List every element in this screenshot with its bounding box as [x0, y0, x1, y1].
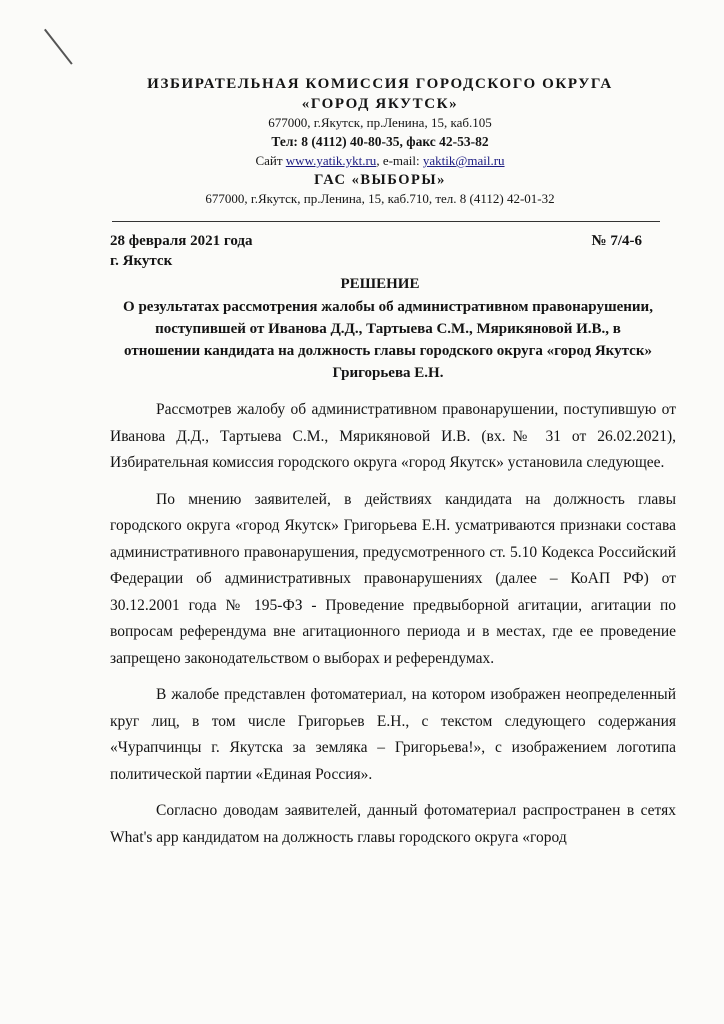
organization-contacts	[100, 152, 660, 169]
email-label: , e-mail:	[376, 153, 420, 168]
header-divider	[112, 221, 660, 222]
organization-name	[100, 74, 660, 114]
body-paragraph-3: В жалобе представлен фотоматериал, на котором изображен неопределенный круг лиц, в том числе Григорьев Е.Н., с текстом следующего содержания «Чурапчинцы г. Якутска за земляка – Григорьева!», с изображением логотипа политической партии «Единая Россия».	[110, 686, 676, 783]
decision-date: 28 февраля 2021 года	[110, 233, 253, 249]
pen-mark	[44, 29, 73, 65]
decision-subject: О результатах рассмотрения жалобы об административном правонарушении, поступившей от Иванова Д.Д., Тартыева С.М., Мярикяновой И.В., в отношении кандидата на должность главы городского округа «город Якутск» Григорьева Е.Н.	[123, 299, 653, 381]
organization-phone: Тел: 8 (4112) 40-80-35, факс 42-53-82	[271, 134, 489, 149]
decision-title: РЕШЕНИЕ	[340, 276, 420, 292]
gas-address: 677000, г.Якутск, пр.Ленина, 15, каб.710, тел. 8 (4112) 42-01-32	[205, 191, 555, 206]
decision-city: г. Якутск	[110, 253, 173, 269]
body-paragraph-1: Рассмотрев жалобу об административном правонарушении, поступившую от Иванова Д.Д., Тартыева С.М., Мярикяновой И.В. (вх.№ 31 от 26.02.2021), Избирательная комиссия городского округа «город Якутск» установила следующее.	[110, 401, 676, 471]
decision-number: № 7/4-6	[591, 233, 642, 249]
gas-title: ГАС «ВЫБОРЫ»	[314, 172, 446, 188]
email-link[interactable]: yaktik@mail.ru	[422, 153, 505, 168]
site-link[interactable]: www.yatik.ykt.ru	[285, 153, 377, 168]
organization-name-line1: ИЗБИРАТЕЛЬНАЯ КОМИССИЯ ГОРОДСКОГО ОКРУГА	[147, 76, 613, 92]
decision-body	[110, 397, 676, 861]
organization-name-line2: «ГОРОД ЯКУТСК»	[301, 96, 459, 112]
body-paragraph-2: По мнению заявителей, в действиях кандидата на должность главы городского округа «город Якутск» Григорьева Е.Н. усматриваются признаки состава административного правонарушения, предусмотренного ст. 5.10 Кодекса Российский Федерации об административных правонарушениях (далее – КоАП РФ) от 30.12.2001 года № 195-ФЗ - Проведение предвыборной агитации, агитации по вопросам референдума вне агитационного периода и в местах, где ее проведение запрещено законодательством о выборах и референдумах.	[110, 490, 676, 667]
site-label: Сайт	[255, 153, 283, 168]
body-paragraph-4: Согласно доводам заявителей, данный фотоматериал распространен в сетях What's app кандидатом на должность главы городского округа «город	[110, 802, 676, 846]
organization-address: 677000, г.Якутск, пр.Ленина, 15, каб.105	[268, 115, 492, 130]
